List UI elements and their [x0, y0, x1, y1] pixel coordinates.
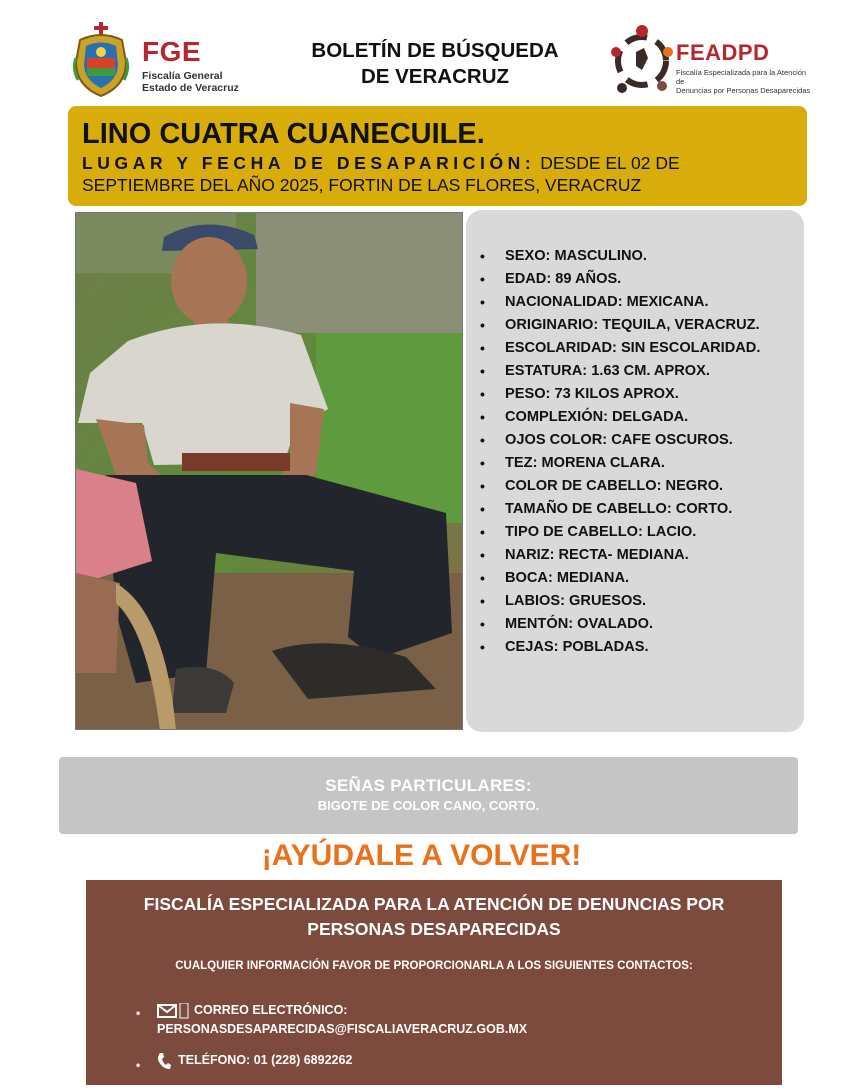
contact-footer — [86, 880, 782, 1085]
envelope-icon — [157, 1003, 189, 1019]
contact-phone — [126, 1051, 782, 1070]
person-name: LINO CUATRA CUANECUILE. — [82, 118, 485, 150]
details-panel — [466, 210, 804, 732]
disappearance-label: LUGAR Y FECHA DE DESAPARICIÓN: — [82, 153, 536, 173]
detail-originario: • ORIGINARIO: TEQUILA, VERACRUZ. — [480, 314, 794, 337]
feadpd-subtitle: Fiscalía Especializada para la Atención de Denuncias por Personas Desaparecidas — [676, 68, 811, 95]
detail-complexion: • COMPLEXIÓN: DELGADA. — [480, 406, 794, 429]
detail-cejas: • CEJAS: POBLADAS. — [480, 636, 794, 659]
detail-tamano-cabello: • TAMAÑO DE CABELLO: CORTO. — [480, 498, 794, 521]
disappearance-value: DESDE EL 02 DE SEPTIEMBRE DEL AÑO 2025, FORTIN DE LAS FLORES, VERACRUZ — [82, 153, 680, 195]
distinguishing-marks — [59, 757, 798, 834]
distinguishing-marks-title: SEÑAS PARTICULARES: — [325, 776, 532, 795]
detail-nariz: • NARIZ: RECTA- MEDIANA. — [480, 544, 794, 567]
detail-color-cabello: • COLOR DE CABELLO: NEGRO. — [480, 475, 794, 498]
feadpd-logo — [608, 20, 818, 102]
person-photo — [75, 212, 463, 730]
detail-escolaridad: • ESCOLARIDAD: SIN ESCOLARIDAD. — [480, 337, 794, 360]
detail-boca: • BOCA: MEDIANA. — [480, 567, 794, 590]
detail-peso: • PESO: 73 KILOS APROX. — [480, 383, 794, 406]
contact-email — [126, 1001, 782, 1039]
person-photo-illustration — [76, 213, 463, 730]
detail-sexo: • SEXO: MASCULINO. — [480, 245, 794, 268]
footer-note: CUALQUIER INFORMACIÓN FAVOR DE PROPORCIONARLA A LOS SIGUIENTES CONTACTOS: — [175, 960, 693, 972]
fge-subtitle: Fiscalía General Estado de Veracruz — [142, 70, 239, 94]
fge-logo — [66, 18, 241, 104]
feadpd-mark-icon — [610, 22, 674, 100]
detail-menton: • MENTÓN: OVALADO. — [480, 613, 794, 636]
name-banner — [68, 106, 807, 206]
detail-nacionalidad: • NACIONALIDAD: MEXICANA. — [480, 291, 794, 314]
email-address[interactable]: PERSONASDESAPARECIDAS@FISCALIAVERACRUZ.GOB.MX — [157, 1022, 528, 1036]
email-label: • CORREO ELECTRÓNICO: — [194, 1003, 348, 1017]
state-seal-icon — [72, 22, 130, 98]
detail-estatura: • ESTATURA: 1.63 CM. APROX. — [480, 360, 794, 383]
detail-tez: • TEZ: MORENA CLARA. — [480, 452, 794, 475]
header — [0, 0, 843, 100]
detail-ojos: • OJOS COLOR: CAFE OSCUROS. — [480, 429, 794, 452]
fge-title: FGE — [142, 36, 202, 67]
feadpd-title: FEADPD — [676, 40, 770, 65]
detail-edad: • EDAD: 89 AÑOS. — [480, 268, 794, 291]
disappearance-info — [82, 152, 793, 196]
call-to-action: ¡AYÚDALE A VOLVER! — [261, 839, 582, 872]
distinguishing-marks-text: BIGOTE DE COLOR CANO, CORTO. — [317, 798, 540, 813]
details-list — [480, 245, 794, 659]
contact-list — [86, 1001, 782, 1070]
phone-number[interactable]: • TELÉFONO: 01 (228) 6892262 — [178, 1053, 353, 1067]
bulletin-title: BOLETÍN DE BÚSQUEDA DE VERACRUZ — [311, 39, 559, 88]
detail-tipo-cabello: • TIPO DE CABELLO: LACIO. — [480, 521, 794, 544]
phone-icon — [157, 1052, 171, 1070]
footer-title: FISCALÍA ESPECIALIZADA PARA LA ATENCIÓN DE DENUNCIAS POR PERSONAS DESAPARECIDAS — [143, 894, 725, 939]
detail-labios: • LABIOS: GRUESOS. — [480, 590, 794, 613]
